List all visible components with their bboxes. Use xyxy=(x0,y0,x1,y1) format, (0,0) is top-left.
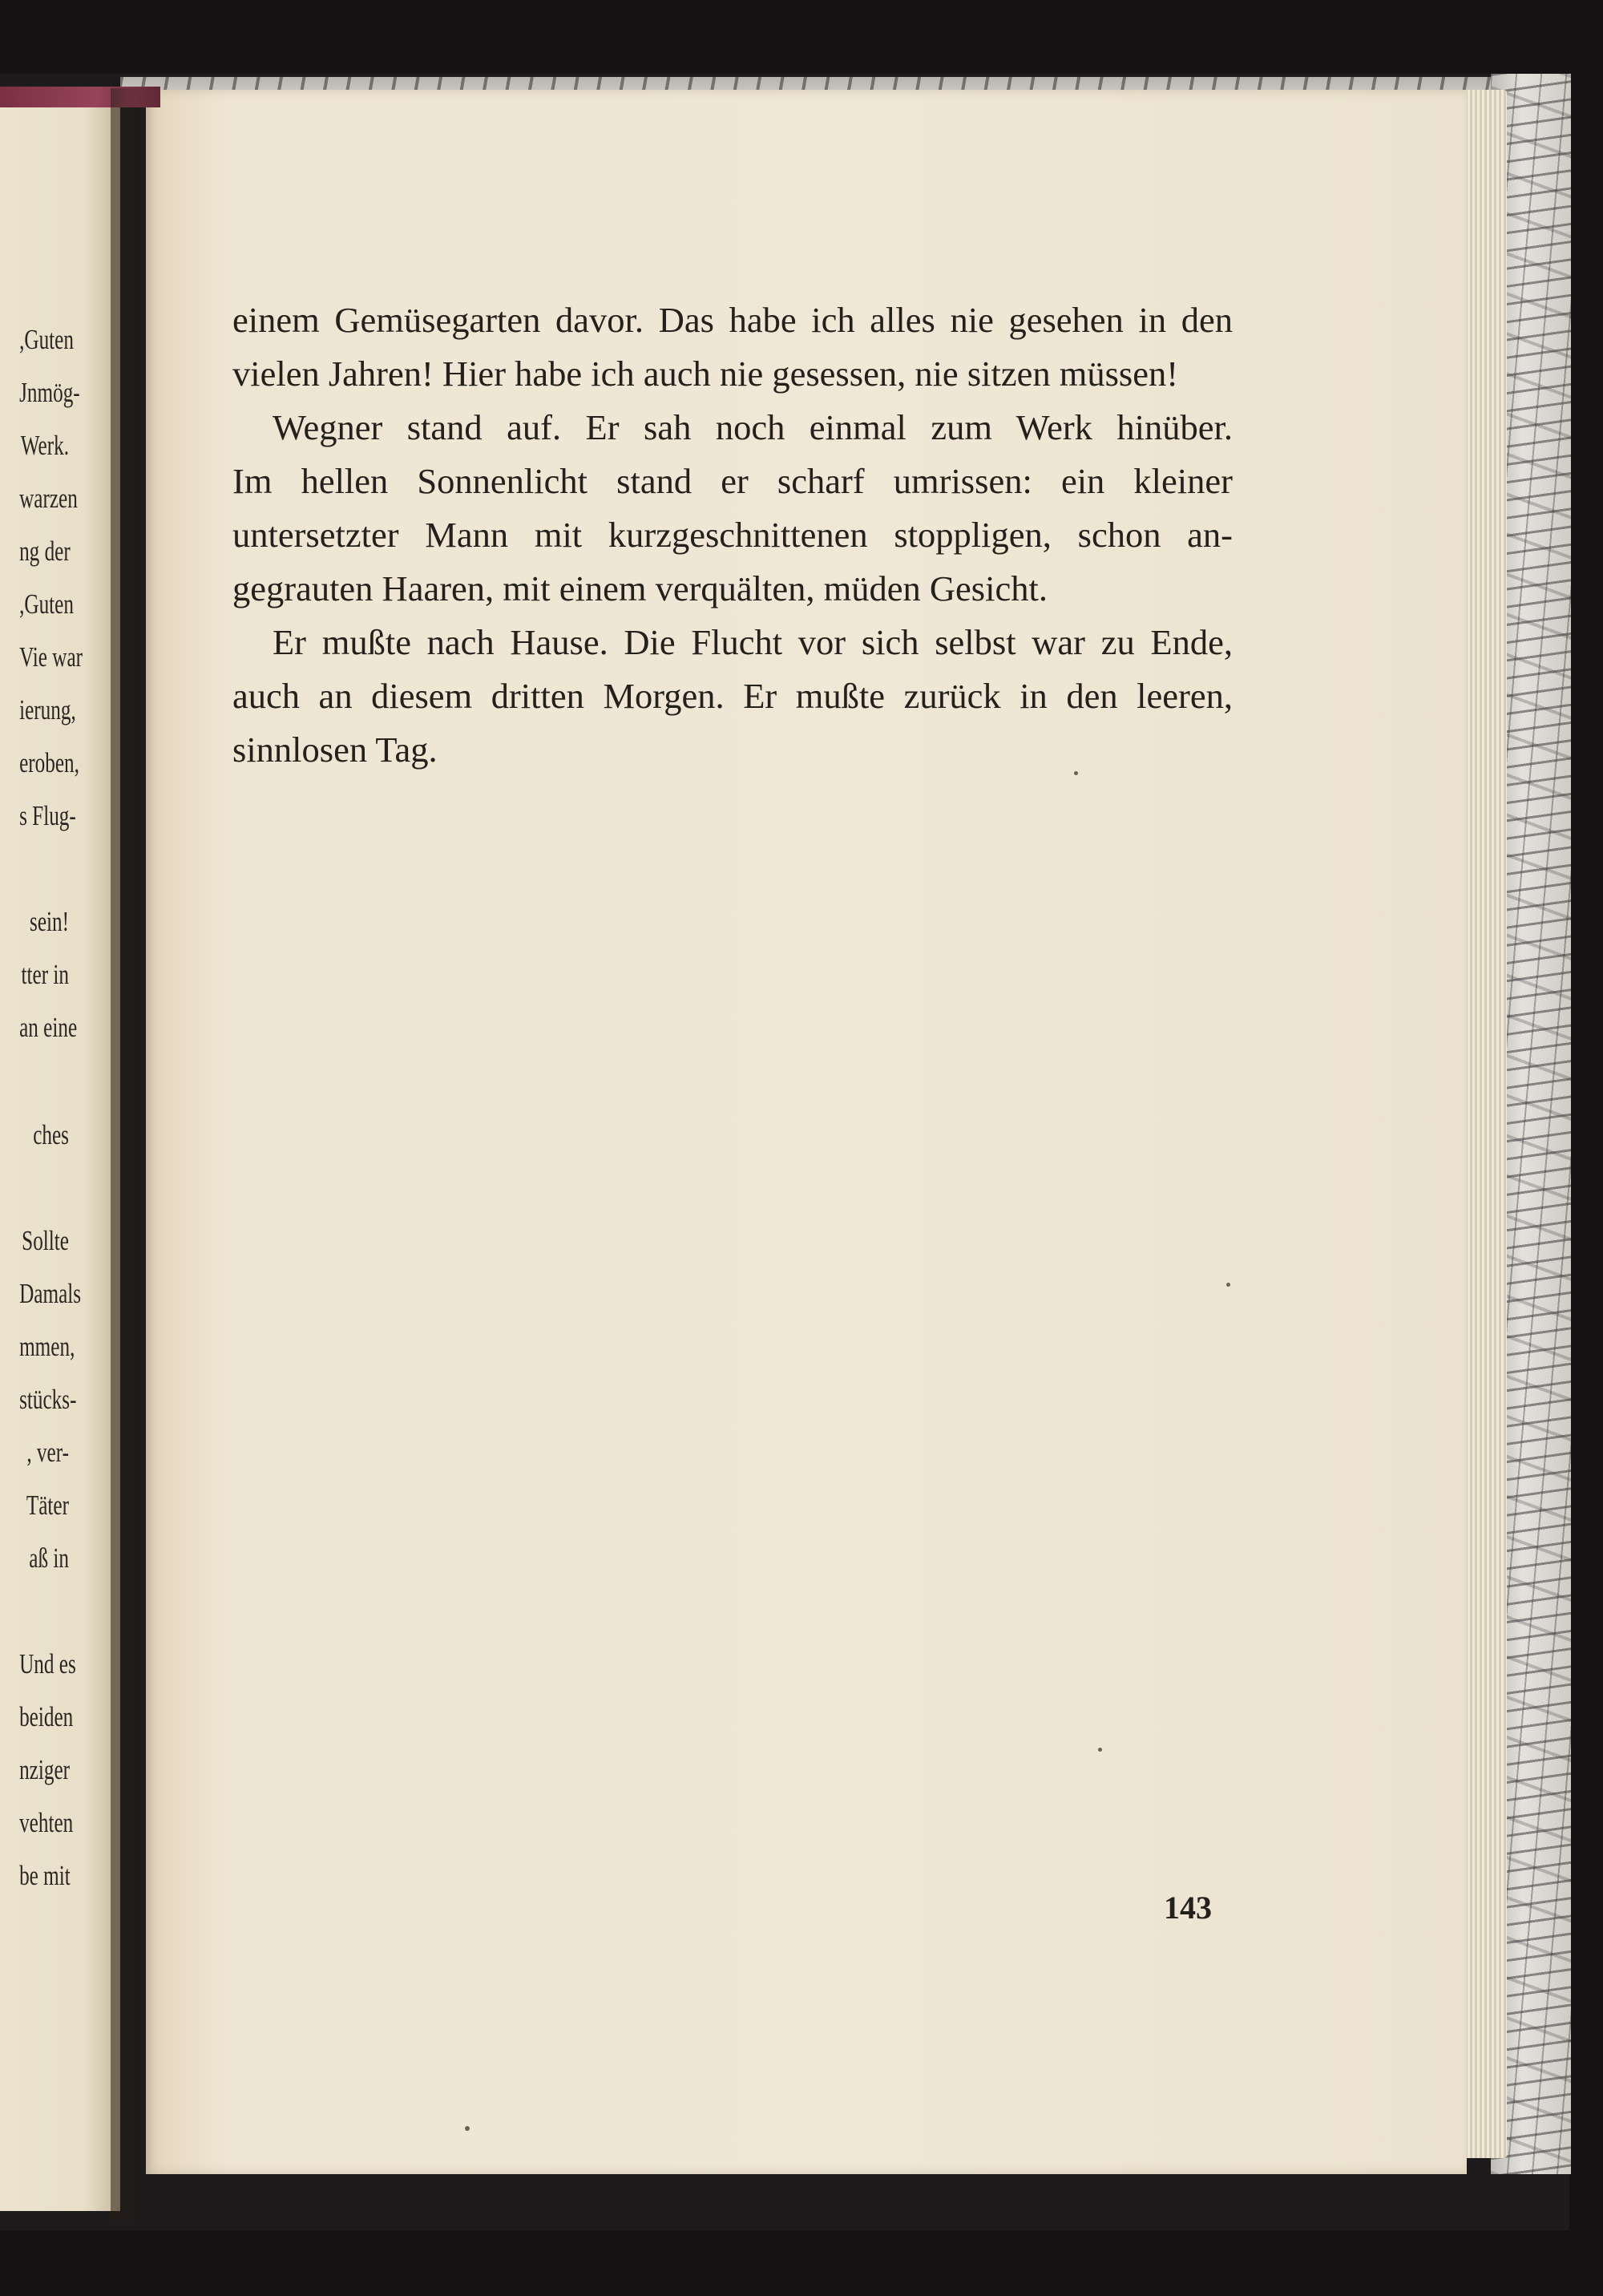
left-page-line: sein! xyxy=(30,906,69,937)
paragraph-2 xyxy=(232,401,1233,616)
left-page-line: ,Guten xyxy=(19,588,74,620)
paper-speck xyxy=(1226,1283,1230,1287)
paper-speck xyxy=(1098,1748,1102,1752)
text-line: vielen Jahren! Hier habe ich auch nie gesessen, nie sitzen müssen! xyxy=(232,354,1179,394)
page-edges xyxy=(1465,90,1507,2158)
left-page-line: Jnmög- xyxy=(19,377,80,408)
left-page-line: ierung, xyxy=(19,694,76,726)
paper-speck xyxy=(465,2126,470,2131)
left-page-line: Und es xyxy=(19,1648,76,1680)
paragraph-1 xyxy=(232,293,1233,401)
left-page-line: stücks- xyxy=(19,1384,77,1415)
left-page-line: tter in xyxy=(21,959,69,990)
left-page-line: Sollte xyxy=(22,1225,69,1256)
text-line: Er mußte nach Hause. Die Flucht vor sich selbst war zu Ende, xyxy=(273,622,1233,662)
left-page-line: ches xyxy=(33,1119,69,1150)
text-line: gegrauten Haaren, mit einem verquälten, müden Gesicht. xyxy=(232,568,1048,608)
left-page-line: warzen xyxy=(19,483,78,514)
left-page-line: mmen, xyxy=(19,1331,75,1362)
left-page-line: , ver- xyxy=(26,1437,69,1468)
gutter-shadow xyxy=(111,88,152,2221)
text-line: auch an diesem dritten Morgen. Er mußte zurück in den leeren, xyxy=(232,676,1233,716)
left-page-line: s Flug- xyxy=(19,800,76,831)
text-line: sinnlosen Tag. xyxy=(232,730,438,770)
left-page-line: ng der xyxy=(19,536,71,567)
left-page-line: eroben, xyxy=(19,747,79,778)
left-page-line: be mit xyxy=(19,1860,71,1891)
left-page-line: an eine xyxy=(19,1012,78,1043)
text-line: untersetzter Mann mit kurzgeschnittenen stoppligen, schon an- xyxy=(232,515,1233,555)
left-page-line: Werk. xyxy=(20,430,69,461)
left-page-line: ,Guten xyxy=(19,324,74,355)
body-text xyxy=(232,293,1233,777)
left-page-line: aß in xyxy=(29,1542,69,1574)
paragraph-3 xyxy=(232,616,1233,777)
left-page-line: beiden xyxy=(19,1701,74,1732)
left-page-line: nziger xyxy=(19,1754,71,1785)
left-page-line: vehten xyxy=(19,1807,74,1838)
left-page-line: Vie war xyxy=(19,641,83,673)
text-line: einem Gemüsegarten davor. Das habe ich alles nie gesehen in den xyxy=(232,300,1233,340)
left-page xyxy=(0,95,120,2211)
text-line: Im hellen Sonnenlicht stand er scharf umrissen: ein kleiner xyxy=(232,461,1233,501)
left-page-line: Täter xyxy=(26,1490,69,1521)
left-page-line: Damals xyxy=(19,1278,82,1309)
paper-speck xyxy=(1074,771,1078,775)
text-line: Wegner stand auf. Er sah noch einmal zum Werk hinüber. xyxy=(273,407,1233,447)
page-number: 143 xyxy=(1164,1890,1212,1926)
